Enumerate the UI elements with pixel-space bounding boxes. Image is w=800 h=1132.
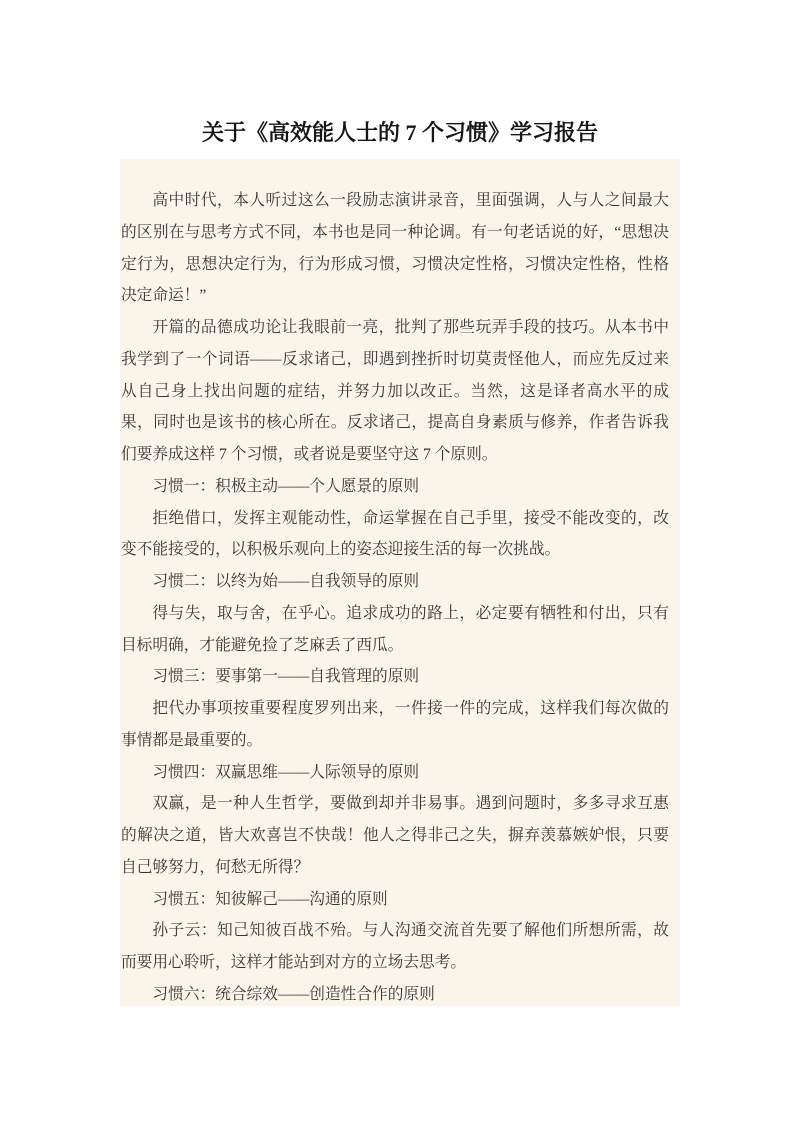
paragraph: 习惯五：知彼解己——沟通的原则 (152, 890, 388, 908)
paragraph: 习惯四：双赢思维——人际领导的原则 (152, 763, 420, 781)
paragraph: 习惯六：统合综效——创造性合作的原则 (152, 985, 435, 1003)
paragraph: 习惯三：要事第一——自我管理的原则 (152, 668, 420, 686)
paragraph: 习惯一：积极主动——个人愿景的原则 (152, 477, 420, 495)
paragraph: 高中时代，本人听过这么一段励志演讲录音，里面强调，人与人之间最大的区别在与思考方式不同，本书也是同一种论调。有一句老话说的好，“思想决定行为，思想决定行为，行为形成习惯，习惯决定性格，习惯决定性格，性格决定命运！” (121, 192, 669, 305)
document-body (120, 159, 680, 1006)
document-title: 关于《高效能人士的 7 个习惯》学习报告 (201, 120, 598, 145)
paragraph: 把代办事项按重要程度罗列出来，一件接一件的完成，这样我们每次做的事情都是最重要的。 (121, 700, 669, 749)
paragraph: 双赢，是一种人生哲学，要做到却并非易事。遇到问题时，多多寻求互惠的解决之道，皆大欢喜岂不快哉！他人之得非己之失，摒弃羡慕嫉妒恨，只要自己够努力，何愁无所得？ (121, 795, 669, 876)
paragraph: 习惯二：以终为始——自我领导的原则 (152, 573, 420, 590)
paragraph: 拒绝借口，发挥主观能动性，命运掌握在自己手里，接受不能改变的，改变不能接受的，以积极乐观向上的姿态迎接生活的每一次挑战。 (121, 509, 669, 559)
paragraph: 开篇的品德成功论让我眼前一亮，批判了那些玩弄手段的技巧。从本书中我学到了一个词语——反求诸己，即遇到挫折时切莫责怪他人，而应先反过来从自己身上找出问题的症结，并努力加以改正。当然，这是译者高水平的成果，同时也是该书的核心所在。反求诸己，提高自身素质与修养，作者告诉我们要养成这样 7 个习惯，或者说是要坚守这 7 个原则。 (121, 319, 669, 463)
paragraph: 得与失，取与舍，在乎心。追求成功的路上，必定要有牺牲和付出，只有目标明确，才能避免捡了芝麻丢了西瓜。 (121, 604, 669, 654)
paragraph: 孙子云：知己知彼百战不殆。与人沟通交流首先要了解他们所想所需，故而要用心聆听，这样才能站到对方的立场去思考。 (121, 922, 669, 971)
